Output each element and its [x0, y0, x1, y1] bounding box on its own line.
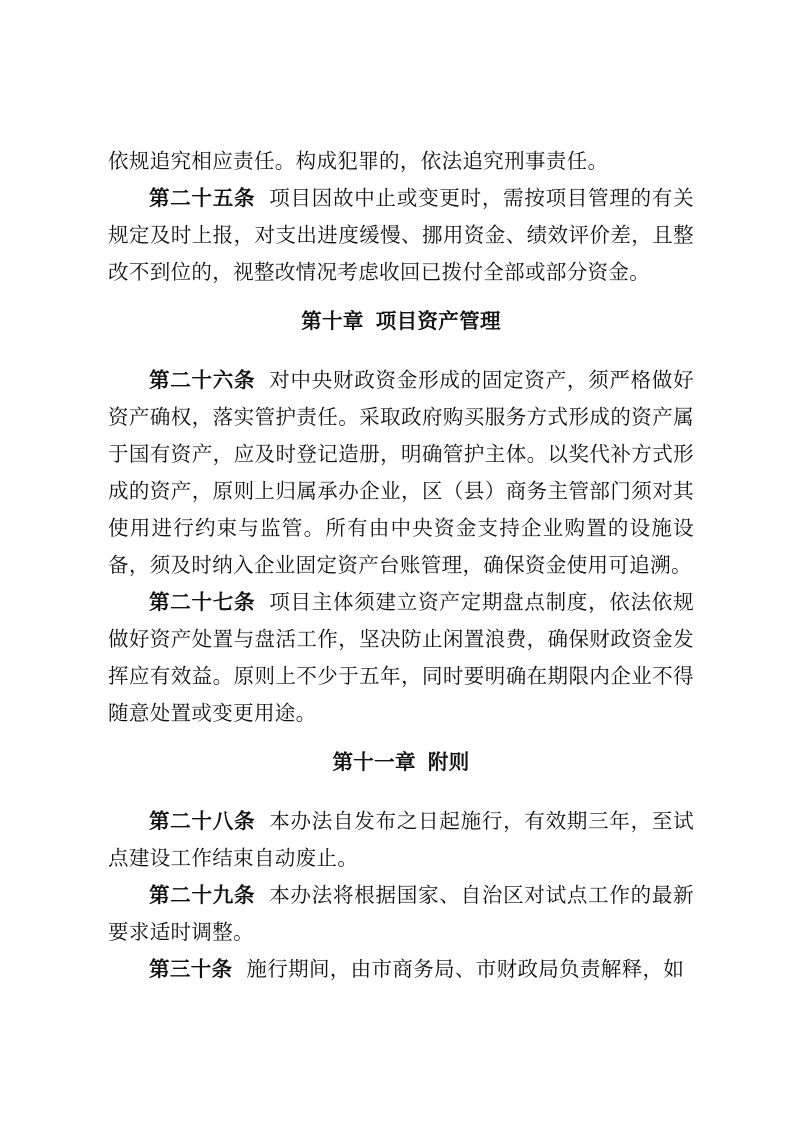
chapter-heading-10	[108, 303, 694, 340]
chapter-title: 附则	[427, 750, 470, 774]
article-text: 本办法自发布之日起施行，有效期三年，至试点建设工作结束自动废止。	[108, 809, 694, 870]
article-text: 施行期间，由市商务局、市财政局负责解释，如	[246, 957, 685, 981]
article-text: 对中央财政资金形成的固定资产，须严格做好资产确权，落实管护责任。采取政府购买服务方式形成的资产属于国有资产，应及时登记造册，明确管护主体。以奖代补方式形成的资产，原则上归属承办企业，区（县）商务主管部门须对其使用进行约束与监管。所有由中央资金支持企业购置的设施设备，须及时纳入企业固定资产台账管理，确保资金使用可追溯。	[108, 368, 694, 577]
article-text: 项目因故中止或变更时，需按项目管理的有关规定及时上报，对支出进度缓慢、挪用资金、绩效评价差，且整改不到位的，视整改情况考虑收回已拨付全部或部分资金。	[108, 186, 694, 284]
article-text: 本办法将根据国家、自治区对试点工作的最新要求适时调整。	[108, 883, 694, 944]
article-label: 第二十七条	[149, 590, 256, 614]
article-label: 第二十五条	[149, 186, 256, 210]
article-25	[108, 180, 694, 291]
chapter-heading-11	[108, 744, 694, 781]
article-label: 第二十八条	[149, 809, 256, 833]
chapter-number: 第十章	[301, 309, 364, 333]
paragraph-text: 依规追究相应责任。构成犯罪的，依法追究刑事责任。	[108, 149, 609, 173]
article-29	[108, 877, 694, 951]
article-label: 第二十六条	[149, 368, 256, 392]
article-text: 项目主体须建立资产定期盘点制度，依法依规做好资产处置与盘活工作，坚决防止闲置浪费，确保财政资金发挥应有效益。原则上不少于五年，同时要明确在期限内企业不得随意处置或变更用途。	[108, 590, 694, 725]
article-26	[108, 362, 694, 584]
article-30	[108, 951, 694, 988]
chapter-number: 第十一章	[332, 750, 416, 774]
article-28	[108, 803, 694, 877]
article-27	[108, 584, 694, 732]
chapter-title: 项目资产管理	[375, 309, 501, 333]
document-body	[108, 143, 694, 988]
opening-paragraph	[108, 143, 694, 180]
article-label: 第二十九条	[149, 883, 256, 907]
article-label: 第三十条	[149, 957, 233, 981]
